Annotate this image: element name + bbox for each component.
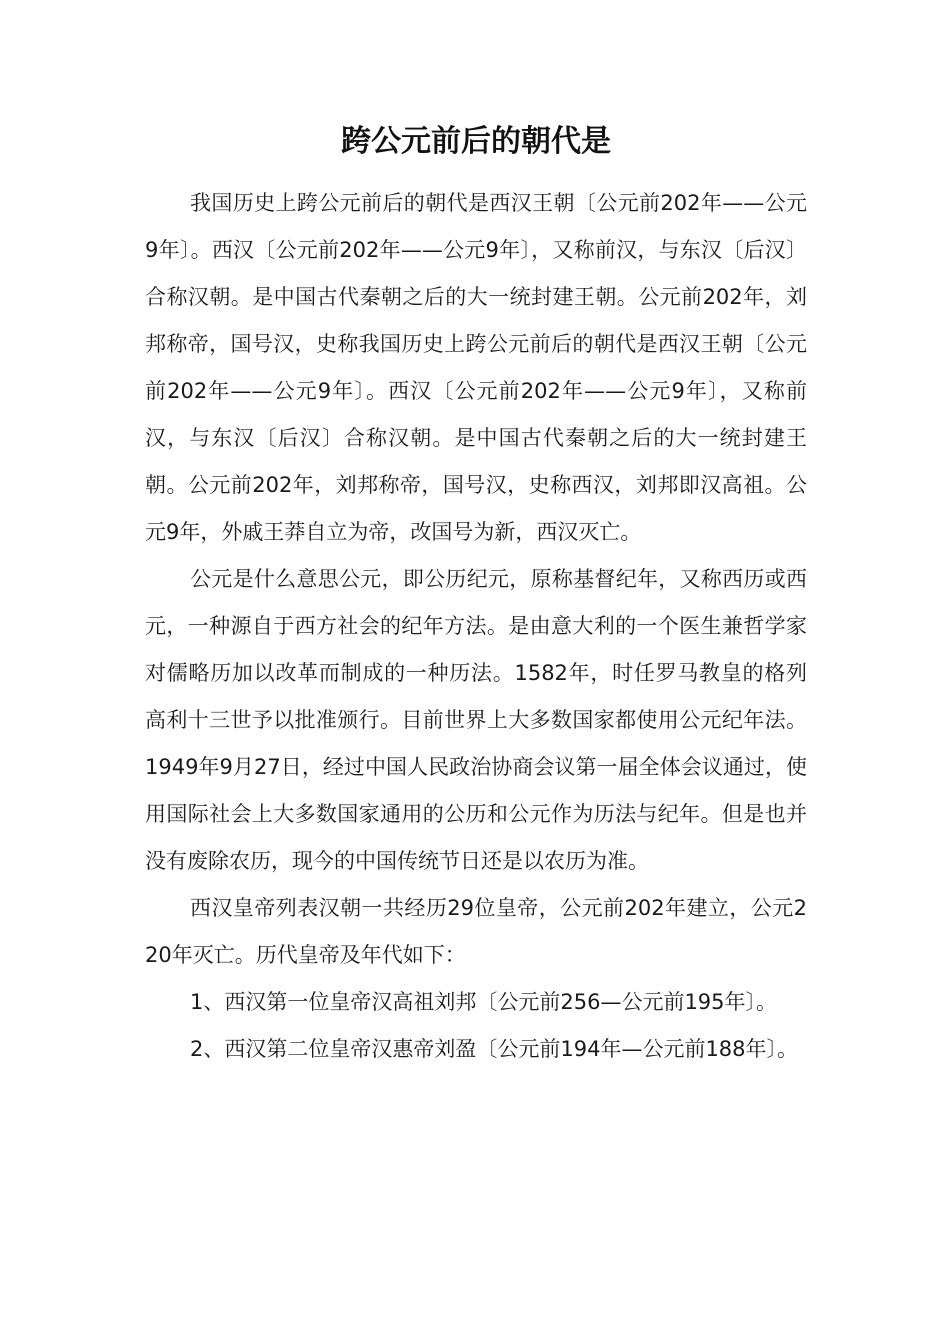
list-item-emperor-2: 2、西汉第二位皇帝汉惠帝刘盈〔公元前194年—公元前188年〕。 (190, 1037, 799, 1061)
paragraph-gregorian-era: 公元是什么意思公元，即公历纪元，原称基督纪年，又称西历或西元，一种源自于西方社会的纪年方法。是由意大利的一个医生兼哲学家对儒略历加以改革而制成的一种历法。1582年，时任罗马教皇的格列高利十三世予以批准颁行。目前世界上大多数国家都使用公元纪年法。1949年9月27日，经过中国人民政治协商会议第一届全体会议通过，使用国际社会上大多数国家通用的公历和公元作为历法与纪年。但是也并没有废除农历，现今的中国传统节日还是以农历为准。 (145, 567, 807, 873)
paragraph-emperor-list-intro: 西汉皇帝列表汉朝一共经历29位皇帝，公元前202年建立，公元220年灭亡。历代皇帝及年代如下： (145, 896, 807, 967)
list-item-emperor-1: 1、西汉第一位皇帝汉高祖刘邦〔公元前256—公元前195年〕。 (190, 990, 778, 1014)
paragraph-western-han: 我国历史上跨公元前后的朝代是西汉王朝〔公元前202年——公元9年〕。西汉〔公元前202年——公元9年〕，又称前汉，与东汉〔后汉〕合称汉朝。是中国古代秦朝之后的大一统封建王朝。公元前202年，刘邦称帝，国号汉，史称我国历史上跨公元前后的朝代是西汉王朝〔公元前202年——公元9年〕。西汉〔公元前202年——公元9年〕，又称前汉，与东汉〔后汉〕合称汉朝。是中国古代秦朝之后的大一统封建王朝。公元前202年，刘邦称帝，国号汉，史称西汉，刘邦即汉高祖。公元9年，外戚王莽自立为帝，改国号为新，西汉灭亡。 (145, 191, 807, 544)
document-title: 跨公元前后的朝代是 (341, 124, 611, 159)
document-body (145, 180, 807, 1073)
